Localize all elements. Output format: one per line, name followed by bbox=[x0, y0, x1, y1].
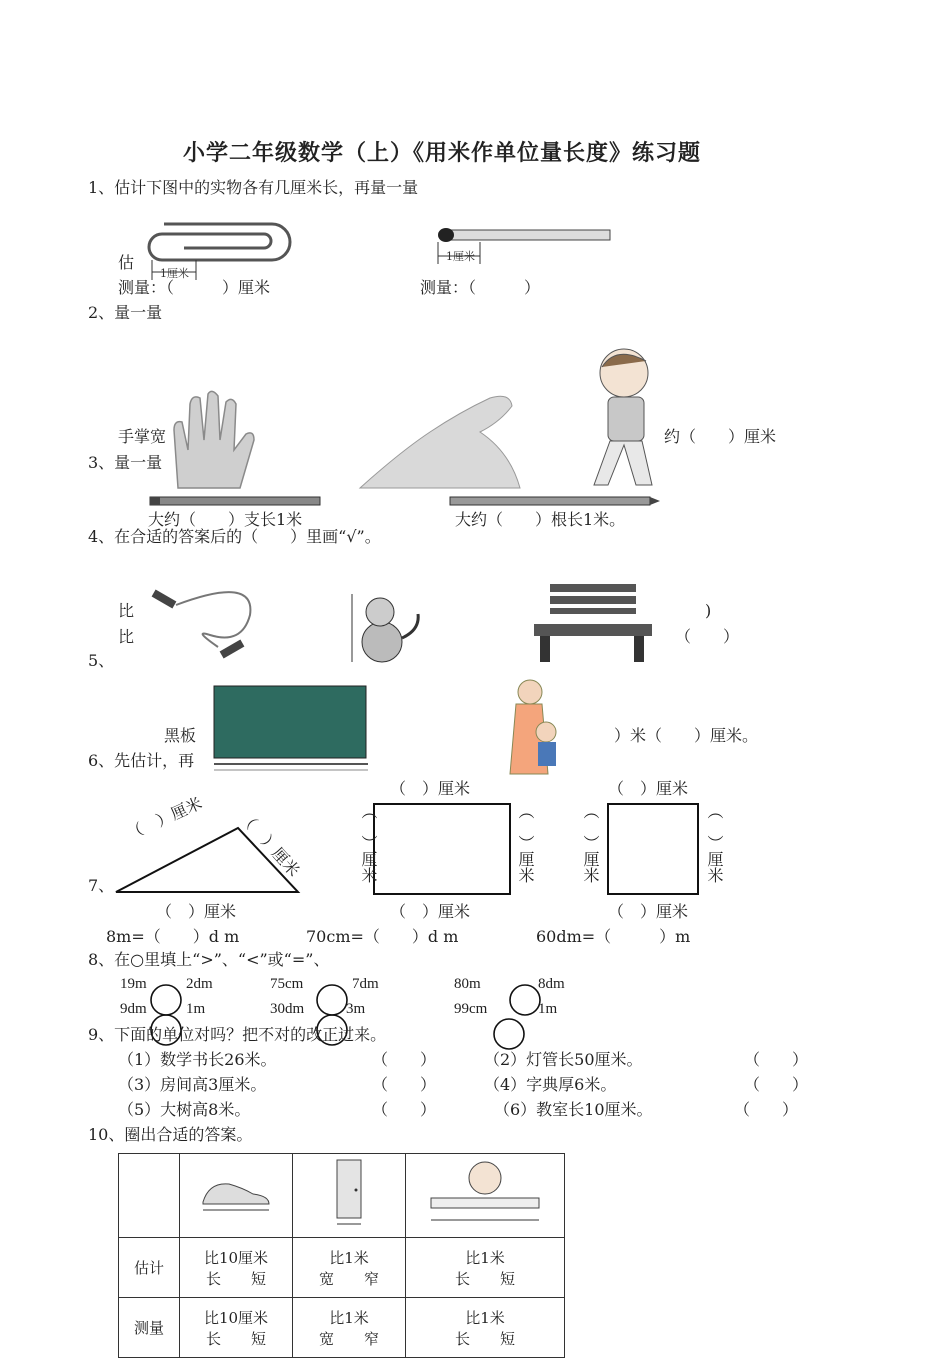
q9-item: （4）字典厚6米。 bbox=[484, 1075, 617, 1094]
compare-right: 1m bbox=[538, 1001, 558, 1017]
rectangle-right-label: （ ）厘米 bbox=[516, 803, 535, 883]
rectangle-shape bbox=[373, 803, 511, 895]
boy-stepping-image bbox=[586, 345, 666, 490]
blackboard-image bbox=[212, 686, 370, 774]
paperclip-image bbox=[144, 216, 290, 282]
compare-circle[interactable] bbox=[151, 985, 181, 1015]
q9-answer-bracket[interactable]: （ ） bbox=[734, 1100, 799, 1119]
option-choices[interactable]: 长 短 bbox=[454, 1329, 515, 1348]
compare-left: 30dm bbox=[270, 1001, 305, 1017]
estimate-arms-options[interactable] bbox=[406, 1238, 565, 1298]
option-text: 比1米 bbox=[329, 1308, 369, 1327]
rectangle-bottom-label: （ ）厘米 bbox=[390, 902, 471, 921]
question-9: 9、下面的单位对吗？把不对的改正过来。 bbox=[88, 1025, 387, 1044]
compare-left: 75cm bbox=[270, 976, 304, 992]
q9-answer-bracket[interactable]: （ ） bbox=[744, 1050, 809, 1069]
rectangle-top-label: （ ）厘米 bbox=[390, 779, 471, 798]
question-3: 3、量一量 bbox=[88, 453, 163, 472]
q9-answer-bracket[interactable]: （ ） bbox=[744, 1075, 809, 1094]
shoe-cell bbox=[180, 1154, 293, 1238]
option-choices[interactable]: 长 短 bbox=[454, 1269, 515, 1288]
square-shape bbox=[607, 803, 699, 895]
q5-board-text: 黑板 bbox=[164, 726, 197, 745]
answer-table bbox=[118, 1153, 565, 1358]
conversion-a: 8m=（ ）d m bbox=[106, 927, 240, 946]
arm-span-image bbox=[425, 1158, 545, 1230]
paperclip-ruler-label: 1厘米 bbox=[160, 267, 189, 280]
q4-bracket-a: ) bbox=[705, 601, 712, 620]
matchstick-image bbox=[434, 222, 614, 268]
bench-image bbox=[530, 578, 656, 666]
q9-item: （3）房间高3厘米。 bbox=[118, 1075, 267, 1094]
option-text: 比1米 bbox=[465, 1308, 505, 1327]
compare-right: 8dm bbox=[538, 976, 565, 992]
arms-cell bbox=[406, 1154, 565, 1238]
rectangle-left-label: （ ）厘米 bbox=[359, 803, 378, 883]
measure-door-options[interactable] bbox=[293, 1298, 406, 1358]
row-header-estimate: 估计 bbox=[119, 1238, 180, 1298]
triangle-left-label: （ ）厘米 bbox=[124, 793, 205, 844]
q1-measure-left: 测量：（ ）厘米 bbox=[118, 278, 271, 297]
compare-left: 80m bbox=[454, 976, 481, 992]
long-pencil-image bbox=[450, 494, 662, 508]
compare-right: 7dm bbox=[352, 976, 379, 992]
door-image bbox=[329, 1158, 369, 1230]
compare-right: 1m bbox=[186, 1001, 206, 1017]
option-text: 比1米 bbox=[465, 1248, 505, 1267]
compare-left: 19m bbox=[120, 976, 147, 992]
triangle-bottom-label: （ ）厘米 bbox=[156, 902, 237, 921]
shoe-image bbox=[199, 1174, 273, 1214]
mother-child-image bbox=[496, 676, 576, 776]
option-text: 比10厘米 bbox=[203, 1248, 269, 1267]
measure-shoe-options[interactable] bbox=[180, 1298, 293, 1358]
measure-arms-options[interactable] bbox=[406, 1298, 565, 1358]
q5-height-text: ）米（ ）厘米。 bbox=[614, 726, 759, 745]
compare-right: 3m bbox=[346, 1001, 366, 1017]
square-top-label: （ ）厘米 bbox=[608, 779, 689, 798]
question-1: 1、估计下图中的实物各有几厘米长，再量一量 bbox=[88, 178, 419, 197]
pencil-image bbox=[150, 494, 324, 508]
q4-bracket-b: （ ） bbox=[675, 627, 740, 646]
table-corner bbox=[119, 1154, 180, 1238]
square-bottom-label: （ ）厘米 bbox=[608, 902, 689, 921]
q9-item: （2）灯管长50厘米。 bbox=[484, 1050, 643, 1069]
q3-fragment-b: 大约（ ）根长1米。 bbox=[455, 510, 626, 529]
question-8: 8、在○里填上“>”、“<”或“=”、 bbox=[88, 950, 330, 969]
option-choices[interactable]: 宽 窄 bbox=[318, 1269, 379, 1288]
door-cell bbox=[293, 1154, 406, 1238]
q9-item: （6）教室长10厘米。 bbox=[494, 1100, 653, 1119]
conversion-b: 70cm=（ ）d m bbox=[306, 927, 459, 946]
square-right-label: （ ）厘米 bbox=[705, 803, 724, 883]
q9-answer-bracket[interactable]: （ ） bbox=[372, 1100, 437, 1119]
option-text: 比1米 bbox=[329, 1248, 369, 1267]
q9-answer-bracket[interactable]: （ ） bbox=[372, 1050, 437, 1069]
q9-item: （1）数学书长26米。 bbox=[118, 1050, 277, 1069]
conversion-c: 60dm=（ ）m bbox=[536, 927, 691, 946]
jump-rope-image bbox=[146, 585, 266, 665]
page-title: 小学二年级数学（上）《用米作单位量长度》练习题 bbox=[183, 140, 702, 166]
compare-left: 9dm bbox=[120, 1001, 147, 1017]
q2-step-text: 约（ ）厘米 bbox=[664, 427, 777, 446]
compare-right: 2dm bbox=[186, 976, 213, 992]
q9-answer-bracket[interactable]: （ ） bbox=[372, 1075, 437, 1094]
question-5: 5、 bbox=[88, 651, 115, 670]
compare-left: 99cm bbox=[454, 1001, 488, 1017]
q1-estimate-cut: 估 bbox=[118, 253, 135, 272]
cat-image bbox=[344, 590, 430, 666]
q4-cut-b: 比 bbox=[118, 627, 135, 646]
square-left-label: （ ）厘米 bbox=[581, 803, 600, 883]
row-header-measure: 测量 bbox=[119, 1298, 180, 1358]
finger-span-image bbox=[360, 392, 520, 488]
q9-item: （5）大树高8米。 bbox=[118, 1100, 251, 1119]
option-choices[interactable]: 长 短 bbox=[205, 1329, 266, 1348]
question-10: 10、圈出合适的答案。 bbox=[88, 1125, 253, 1144]
hand-image bbox=[168, 390, 260, 488]
q2-palm-text: 手掌宽 bbox=[118, 427, 167, 446]
q1-measure-right: 测量：（ ） bbox=[420, 278, 541, 297]
option-choices[interactable]: 长 短 bbox=[205, 1269, 266, 1288]
q4-cut-a: 比 bbox=[118, 601, 135, 620]
question-4: 4、在合适的答案后的（ ）里画“√”。 bbox=[88, 527, 381, 546]
estimate-door-options[interactable] bbox=[293, 1238, 406, 1298]
triangle-right-label: （ ）厘米 bbox=[235, 808, 304, 881]
compare-circle[interactable] bbox=[510, 985, 540, 1015]
compare-circle[interactable] bbox=[317, 985, 347, 1015]
option-choices[interactable]: 宽 窄 bbox=[318, 1329, 379, 1348]
question-6: 6、先估计，再 bbox=[88, 751, 195, 770]
estimate-shoe-options[interactable] bbox=[180, 1238, 293, 1298]
question-7: 7、 bbox=[88, 876, 115, 895]
compare-circle[interactable] bbox=[494, 1019, 524, 1049]
question-2: 2、量一量 bbox=[88, 303, 163, 322]
q3-fragment-a: 大约（ ）支长1米 bbox=[148, 510, 303, 529]
matchstick-ruler-label: 1厘米 bbox=[446, 250, 475, 263]
option-text: 比10厘米 bbox=[203, 1308, 269, 1327]
